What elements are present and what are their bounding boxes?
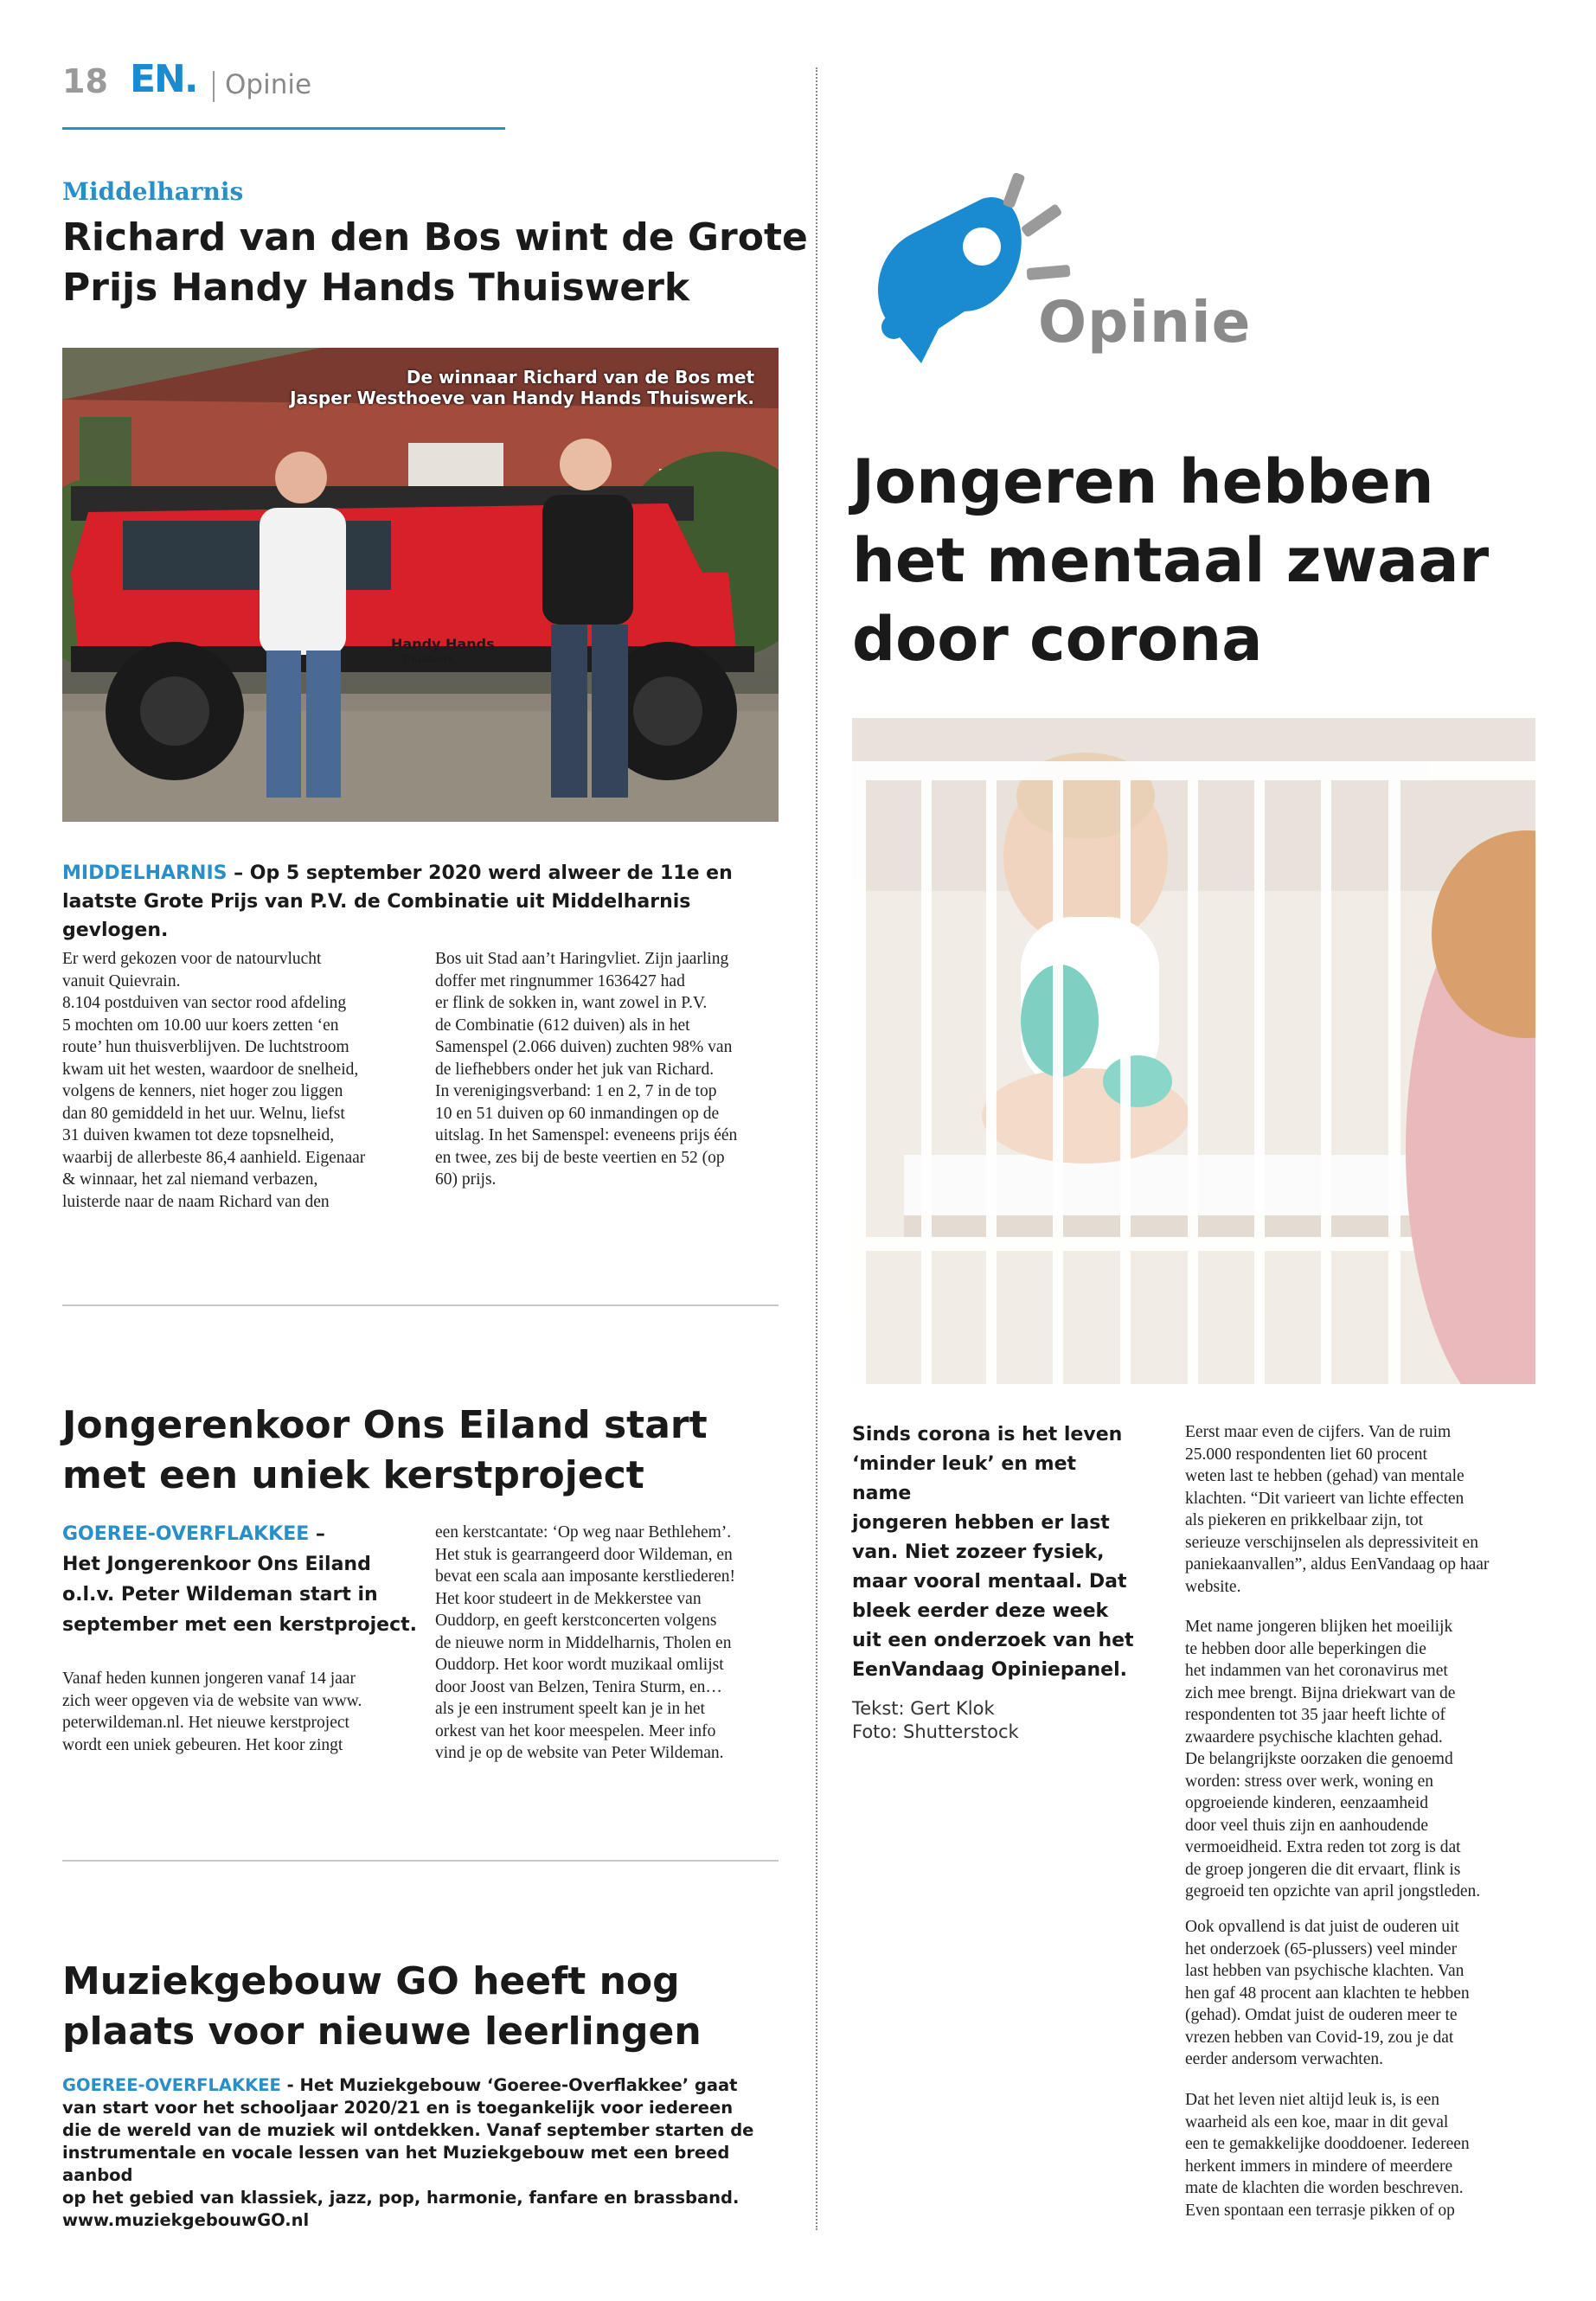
article3-lead-line: op het gebied van klassiek, jazz, pop, harmonie, fanfare en brassband. — [62, 2188, 740, 2208]
opinion-headline-line: door corona — [852, 604, 1263, 675]
baby-crib-photo-illustration — [852, 718, 1535, 1384]
article1-lead-line — [62, 859, 789, 888]
article1-body-col1: Er werd gekozen voor de natourvlucht vanuit Quievrain. 8.104 postduiven van sector rood afdeling 5 mochten om 10.00 uur koers zetten ‘en route’ hun thuisverblijven. De luchtstroom kwam uit het westen, waardoor de snelheid, volgens de kenners, niet hoger zou liggen dan 80 gemiddeld in het uur. Welnu, liefst 31 duiven kwamen tot deze topsnelheid, waarbij de allerbeste 86,4 aanhield. Eigenaar & winnaar, het zal niemand verbazen, luisterde naar de naam Richard van den — [62, 950, 366, 1211]
article2-lead — [62, 1519, 417, 1640]
article2-title — [62, 1400, 708, 1501]
article2-lead-dash: – — [309, 1523, 325, 1545]
article3-title — [62, 1957, 702, 2057]
article3-lead-text: - Het Muziekgebouw ‘Goeree-Overflakkee’ gaat — [280, 2075, 738, 2095]
article3-lead-line: die de wereld van de muziek wil ontdekken. Vanaf september starten de — [62, 2120, 754, 2140]
opinion-intro-line: bleek eerder deze week — [852, 1600, 1109, 1622]
article1-lead — [62, 859, 789, 945]
page-number: 18 — [62, 62, 108, 100]
article2-lead-line: o.l.v. Peter Wildeman start in — [62, 1584, 378, 1606]
article1-lead-line: laatste Grote Prijs van P.V. de Combinatie uit Middelharnis gevlogen. — [62, 891, 691, 941]
photo-caption-line: Jasper Westhoeve van Handy Hands Thuiswerk. — [290, 388, 754, 408]
credit-text: Tekst: Gert Klok — [852, 1698, 995, 1719]
article1-lead-text: – Op 5 september 2020 werd alweer de 11e en — [227, 862, 733, 884]
article3-lead-line: instrumentale en vocale lessen van het Muziekgebouw met een breed aanbod — [62, 2143, 730, 2185]
article1-title — [62, 213, 808, 313]
section-rule — [62, 1860, 779, 1862]
photo-caption-line: De winnaar Richard van de Bos met — [406, 367, 754, 388]
opinion-intro-line: maar vooral mentaal. Dat — [852, 1571, 1127, 1593]
article3-lead — [62, 2074, 780, 2232]
article3-lead-line — [62, 2074, 780, 2097]
opinion-headline — [852, 443, 1489, 679]
opinion-intro-line: Sinds corona is het leven — [852, 1424, 1123, 1445]
article1-body-col2: Bos uit Stad aan’t Haringvliet. Zijn jaarling doffer met ringnummer 1636427 had er flink de sokken in, want zowel in P.V. de Combinatie (612 duiven) als in het Samenspel (2.066 duiven) zuchten 98% van de liefhebbers onder het juk van Richard. In verenigingsverband: 1 en 2, 7 in de top 10 en 51 duiven op 60 inmandingen op de uitslag. In het Samenspel: eveneens prijs één en twee, zes bij de beste veertien en 52 (op 60) prijs. — [435, 950, 738, 1189]
opinion-headline-line: Jongeren hebben — [852, 446, 1434, 517]
jeep-photo-illustration — [62, 348, 779, 822]
credit-photo: Foto: Shutterstock — [852, 1721, 1019, 1742]
article1-title-line: Richard van den Bos wint de Grote — [62, 215, 808, 260]
opinion-intro — [852, 1420, 1138, 1685]
article2-title-line: met een uniek kerstproject — [62, 1453, 644, 1497]
opinion-body-para2: Met name jongeren blijken het moeilijk te hebben door alle beperkingen die het indammen van het coronavirus met zich mee brengt. Bijna driekwart van de respondenten tot 35 jaar heeft lichte of zwaardere psychische klachten gehad. De belangrijkste oorzaken die genoemd worden: stress over werk, woning en opgroeiende kinderen, eenzaamheid door veel thuis zijn en aanhoudende vermoeidheid. Extra reden tot zorg is dat de groep jongeren die dit ervaart, flink is gegroeid ten opzichte van april jongstleden. — [1185, 1618, 1481, 1900]
opinion-body-para4: Dat het leven niet altijd leuk is, is een waarheid als een koe, maar in dit geval een te gemakkelijke dooddoener. Iedereen herkent immers in mindere of meerdere mate de klachten die worden beschreven. Even spontaan een terrasje pikken of op — [1185, 2091, 1470, 2220]
opinion-intro-line: jongeren hebben er last — [852, 1512, 1110, 1534]
opinie-logo-word: Opinie — [1038, 289, 1252, 356]
opinion-intro-line: uit een onderzoek van het — [852, 1630, 1134, 1651]
section-rule — [62, 1304, 779, 1306]
article2-body-col2: een kerstcantate: ‘Op weg naar Bethlehem’. Het stuk is gearrangeerd door Wildeman, en bevat een scala aan imposante kerstliederen! Het koor studeert in de Mekkerstee van Ouddorp, en geeft kerstconcerten volgens de nieuwe norm in Middelharnis, Tholen en Ouddorp. Het koor wordt muzikaal omlijst door Joost van Belzen, Tenira Sturm, en… als je een instrument speelt kan je in het orkest van het koor meespelen. Meer info vind je op de website van Peter Wildeman. — [435, 1523, 736, 1762]
header-section: Opinie — [225, 69, 312, 100]
header-divider — [213, 71, 215, 102]
article3-lead-place: GOEREE-OVERFLAKKEE — [62, 2075, 281, 2095]
article1-title-line: Prijs Handy Hands Thuiswerk — [62, 266, 690, 310]
article2-body-col1: Vanaf heden kunnen jongeren vanaf 14 jaar zich weer opgeven via de website van www. peterwildeman.nl. Het nieuwe kerstproject wordt een uniek gebeuren. Het koor zingt — [62, 1670, 362, 1754]
opinion-headline-line: het mentaal zwaar — [852, 525, 1490, 596]
jeep-decal-subtext: Thuiswerk — [401, 653, 455, 665]
jeep-decal-text: Handy Hands — [391, 636, 495, 652]
opinion-body-para3: Ook opvallend is dat juist de ouderen uit het onderzoek (65-plussers) veel minder last hebben van psychische klachten. Van hen gaf 48 procent aan klachten te hebben (gehad). Omdat juist de ouderen meer te vrezen hebben van Covid-19, zou je dat eerder andersom verwachten. — [1185, 1918, 1470, 2068]
article2-lead-line: Het Jongerenkoor Ons Eiland — [62, 1554, 371, 1575]
article2-title-line: Jongerenkoor Ons Eiland start — [62, 1403, 708, 1447]
article2-lead-line: september met een kerstproject. — [62, 1614, 417, 1636]
opinion-intro-line: EenVandaag Opiniepanel. — [852, 1659, 1127, 1681]
opinion-intro-line: ‘minder leuk’ en met name — [852, 1453, 1077, 1504]
article2-lead-place: GOEREE-OVERFLAKKEE — [62, 1523, 310, 1545]
article1-photo-caption — [290, 367, 754, 408]
opinie-logo — [852, 164, 1250, 381]
opinion-body-para1: Eerst maar even de cijfers. Van de ruim 25.000 respondenten liet 60 procent weten last te hebben (gehad) van mentale klachten. “Dit varieert van lichte effecten als piekeren en prikkelbaar zijn, tot serieuze verschijnselen als depressiviteit en paniekaanvallen”, aldus EenVandaag op haar website. — [1185, 1423, 1490, 1596]
column-divider — [816, 67, 817, 2230]
article1-lead-place: MIDDELHARNIS — [62, 862, 228, 884]
opinion-credits — [852, 1697, 1019, 1744]
article2-lead-line — [62, 1519, 417, 1549]
opinion-photo — [852, 718, 1535, 1384]
article1-photo — [62, 348, 779, 822]
article3-lead-line: www.muziekgebouwGO.nl — [62, 2210, 310, 2230]
article3-lead-line: van start voor het schooljaar 2020/21 en is toegankelijk voor iedereen — [62, 2098, 734, 2118]
article1-kicker: Middelharnis — [62, 177, 244, 206]
en-logo: EN. — [130, 57, 197, 101]
article3-title-line: plaats voor nieuwe leerlingen — [62, 2009, 702, 2054]
article3-title-line: Muziekgebouw GO heeft nog — [62, 1959, 680, 2003]
header-underline — [62, 127, 505, 130]
opinion-intro-line: van. Niet zozeer fysiek, — [852, 1541, 1105, 1563]
